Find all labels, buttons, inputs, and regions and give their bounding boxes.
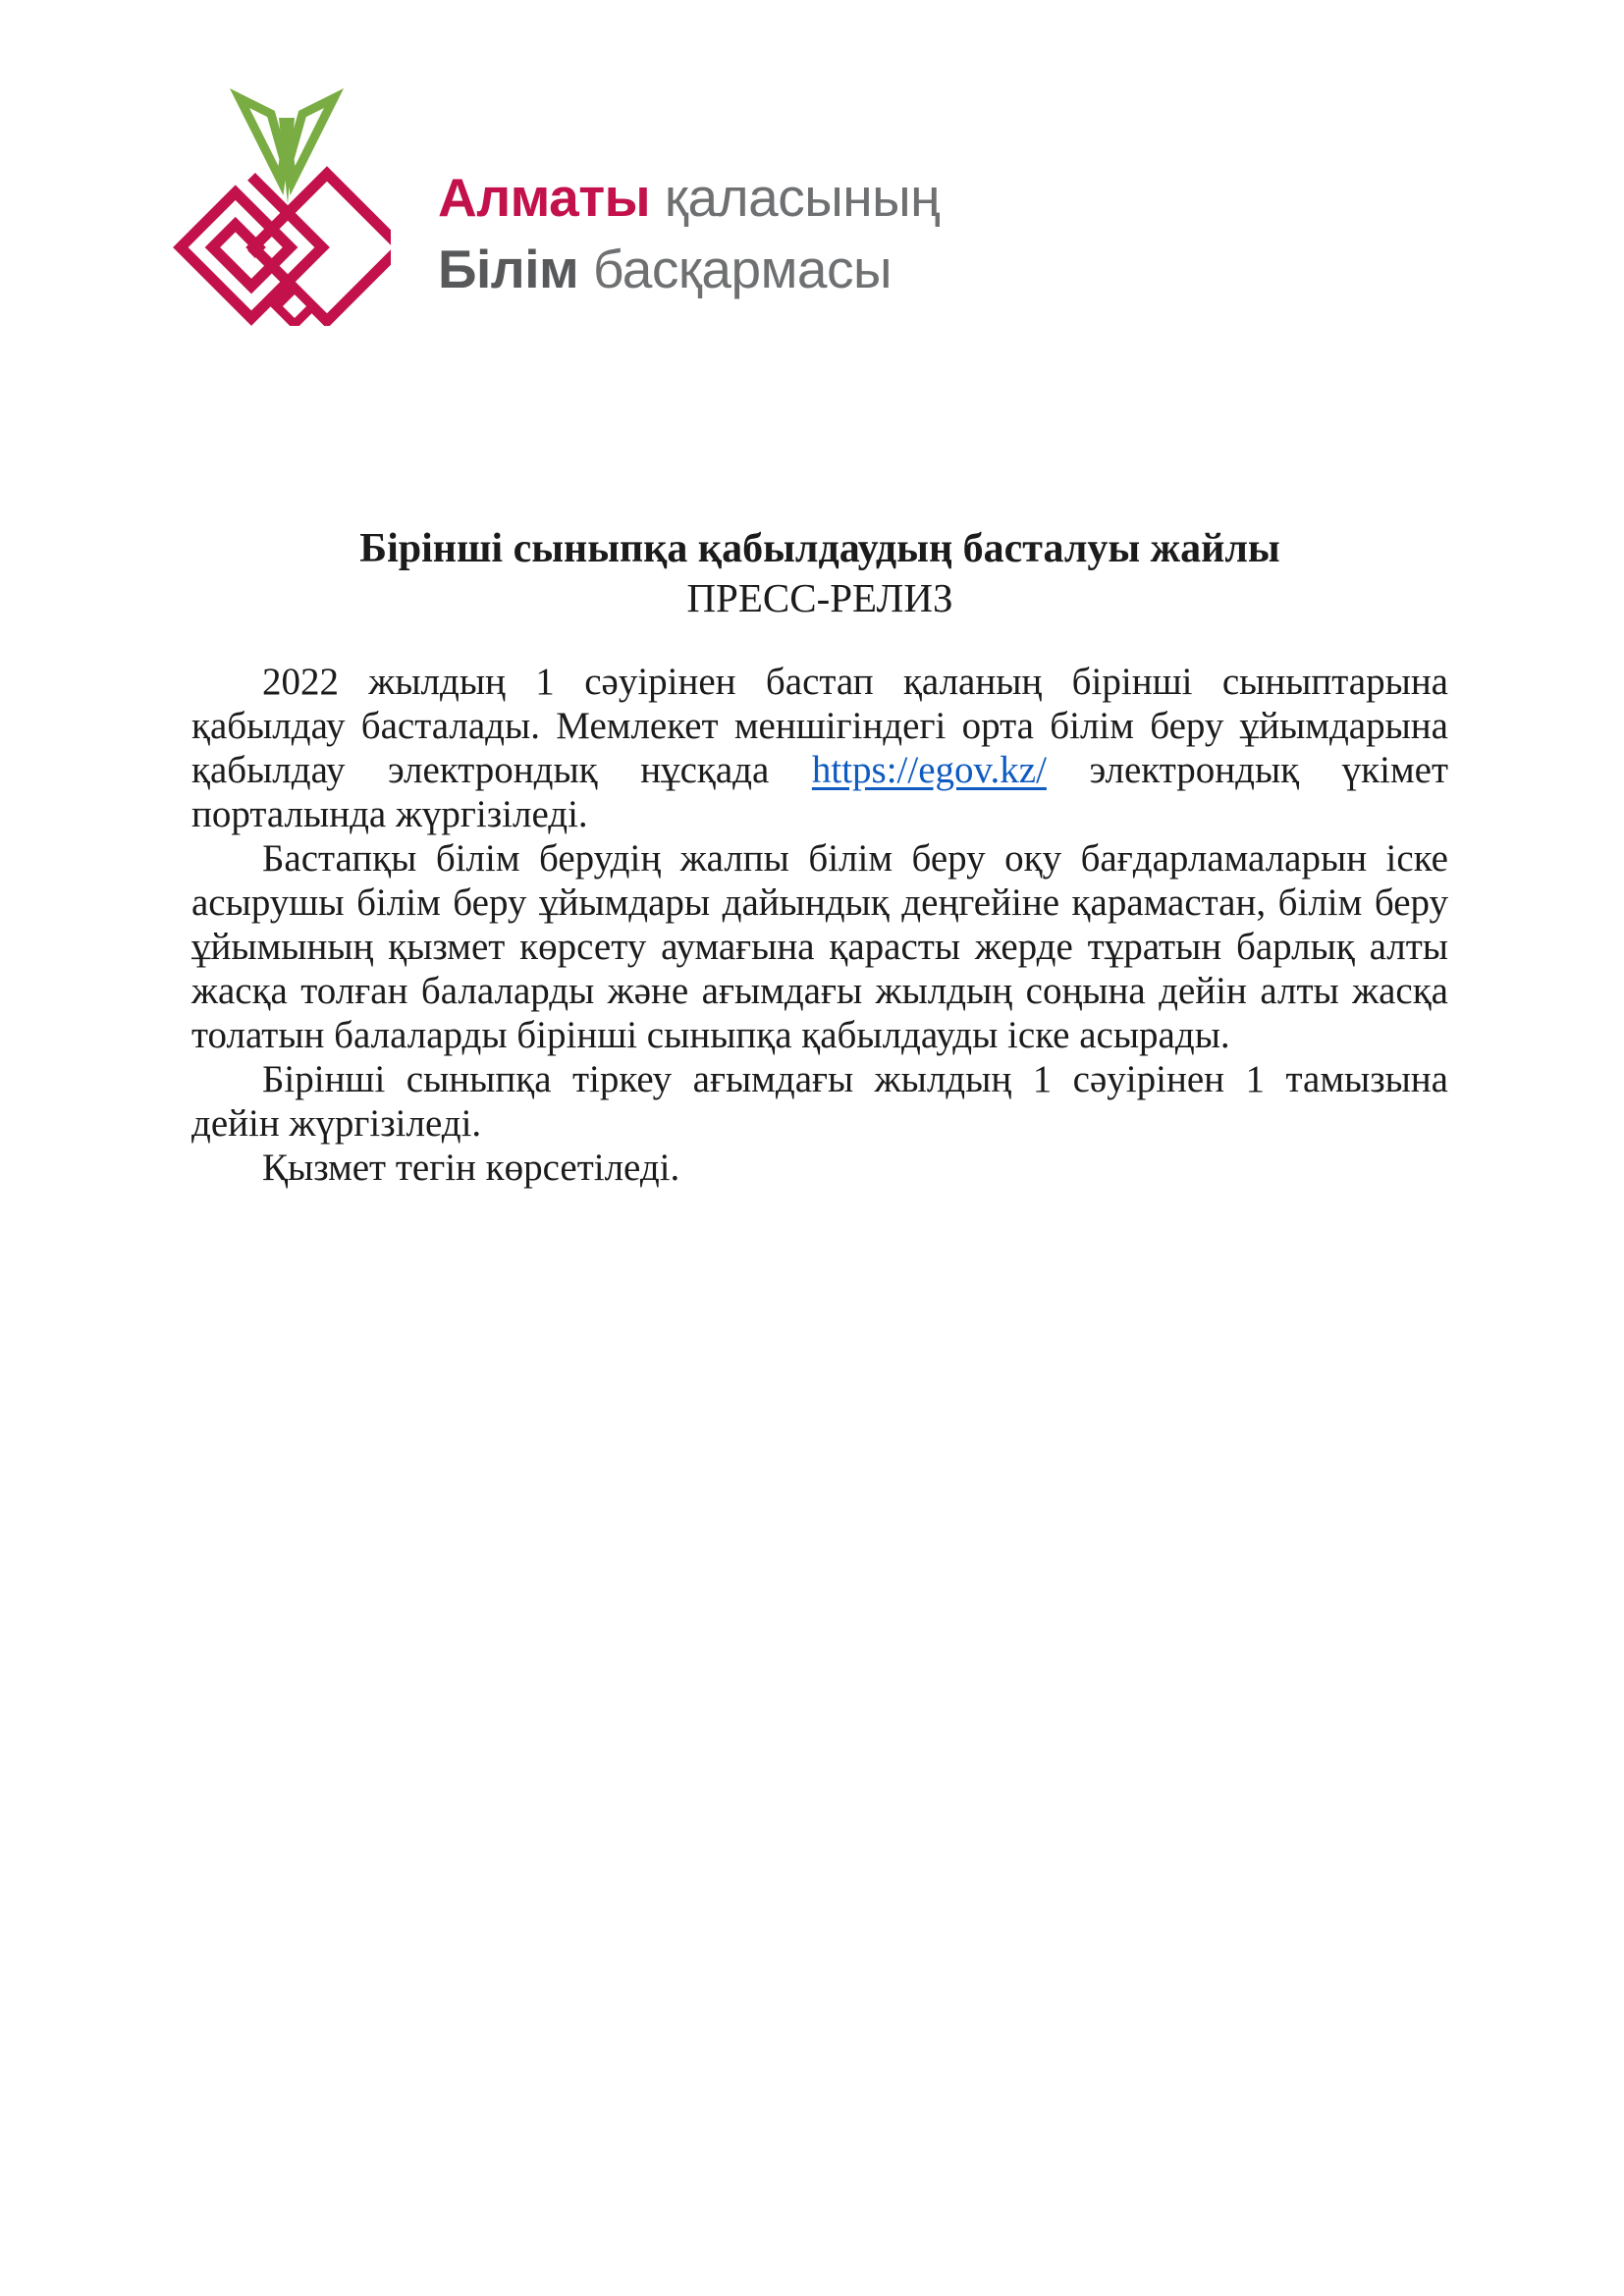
- paragraph-2: Бастапқы білім берудің жалпы білім беру оқу бағдарламаларын іске асырушы білім беру ұйымдары дайындық деңгейіне қарамастан, білім беру ұйымының қызмет көрсету аумағына қарасты жерде тұратын барлық алты жасқа толған балаларды және ағымдағы жылдың соңына дейін алты жасқа толатын балаларды бірінші сыныпқа қабылдауды іске асырады.: [191, 837, 1448, 1056]
- logo-city-suffix: қаласының: [650, 167, 941, 228]
- logo-wordmark-line1: [438, 162, 940, 234]
- paragraph-4: Қызмет тегін көрсетіледі.: [262, 1147, 680, 1189]
- logo-city-name: Алматы: [438, 167, 651, 228]
- paragraph-1-text-before-link: 2022 жылдың 1 сәуірінен бастап қаланың бірінші сыныптарына қабылдау басталады. Мемлекет меншігіндегі орта білім беру ұйымдарына қабылдау электрондық нұсқада: [191, 661, 1448, 791]
- logo-wordmark-line2: [438, 234, 940, 305]
- paragraph-1-text-after-link: электрондық үкімет порталында жүргізіледі.: [191, 749, 1448, 835]
- logo-dept-word: басқармасы: [578, 239, 892, 299]
- almaty-education-logo-icon: [145, 61, 391, 326]
- paragraph-1: [191, 660, 1448, 836]
- almaty-education-logo: [145, 61, 940, 326]
- document-body: [191, 524, 1448, 1190]
- logo-edu-word: Білім: [438, 239, 579, 299]
- paragraph-3: Бірінші сыныпқа тіркеу ағымдағы жылдың 1 сәуірінен 1 тамызына дейін жүргізіледі.: [191, 1058, 1448, 1145]
- logo-leaf-left-icon: [240, 98, 284, 181]
- document-title: Бірінші сыныпқа қабылдаудың басталуы жайлы: [359, 526, 1280, 571]
- egov-link[interactable]: https://egov.kz/: [811, 749, 1047, 791]
- document-subtitle: ПРЕСС-РЕЛИЗ: [686, 575, 953, 620]
- logo-wordmark: [438, 162, 940, 305]
